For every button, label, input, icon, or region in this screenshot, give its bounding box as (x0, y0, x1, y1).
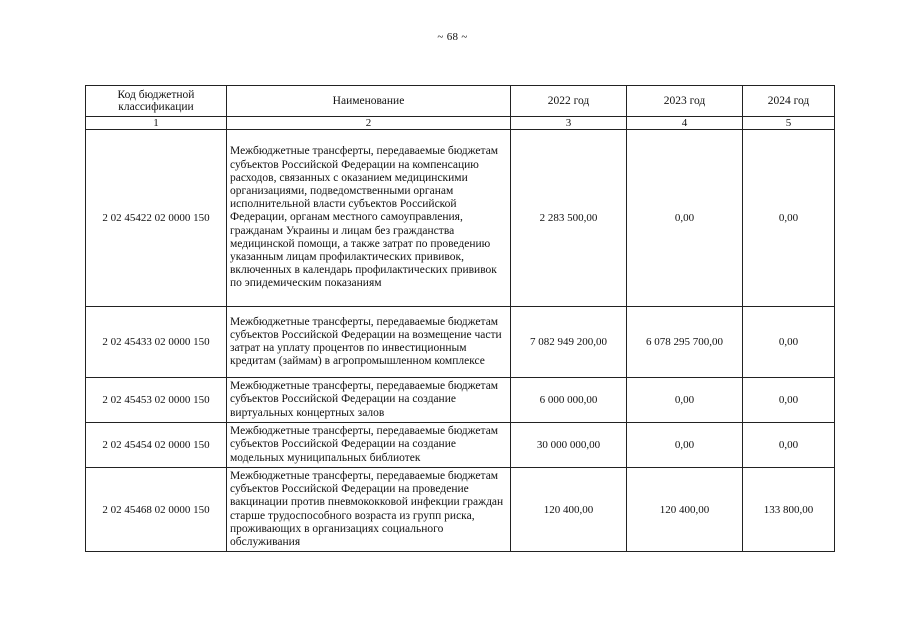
header-2022: 2022 год (511, 86, 627, 117)
table-row (86, 468, 835, 552)
amount-2022: 6 000 000,00 (511, 378, 627, 423)
transfer-name: Межбюджетные трансферты, передаваемые бюджетам субъектов Российской Федерации на создание виртуальных концертных залов (227, 378, 511, 423)
header-code: Код бюджетной классификации (86, 86, 227, 117)
amount-2022: 30 000 000,00 (511, 423, 627, 468)
amount-2024: 0,00 (743, 307, 835, 378)
transfer-name: Межбюджетные трансферты, передаваемые бюджетам субъектов Российской Федерации на проведение вакцинации против пневмококковой инфекции граждан старше трудоспособного возраста из групп риска, проживающих в организациях социального обслуживания (227, 468, 511, 552)
amount-2024: 0,00 (743, 423, 835, 468)
column-number: 2 (227, 117, 511, 130)
amount-2023: 120 400,00 (627, 468, 743, 552)
budget-code: 2 02 45433 02 0000 150 (86, 307, 227, 378)
column-number: 4 (627, 117, 743, 130)
header-2024: 2024 год (743, 86, 835, 117)
amount-2023: 0,00 (627, 378, 743, 423)
transfer-name: Межбюджетные трансферты, передаваемые бюджетам субъектов Российской Федерации на возмещение части затрат на уплату процентов по инвестиционным кредитам (займам) в агропромышленном комплексе (227, 307, 511, 378)
transfer-name: Межбюджетные трансферты, передаваемые бюджетам субъектов Российской Федерации на компенсацию расходов, связанных с оказанием медицинскими организациями, подведомственными органам исполнительной власти субъектов Российской Федерации, органам местного самоуправления, гражданам Украины и лицам без гражданства медицинской помощи, а также затрат по проведению указанным лицам профилактических прививок, включенных в календарь профилактических прививок по эпидемическим показаниям (227, 130, 511, 307)
table-row (86, 130, 835, 307)
header-2023: 2023 год (627, 86, 743, 117)
amount-2022: 7 082 949 200,00 (511, 307, 627, 378)
amount-2022: 120 400,00 (511, 468, 627, 552)
amount-2024: 0,00 (743, 130, 835, 307)
table-row (86, 378, 835, 423)
budget-table (85, 85, 835, 552)
amount-2024: 0,00 (743, 378, 835, 423)
amount-2024: 133 800,00 (743, 468, 835, 552)
budget-code: 2 02 45453 02 0000 150 (86, 378, 227, 423)
amount-2023: 0,00 (627, 423, 743, 468)
budget-code: 2 02 45422 02 0000 150 (86, 130, 227, 307)
column-number: 3 (511, 117, 627, 130)
column-number-row (86, 117, 835, 130)
budget-code: 2 02 45454 02 0000 150 (86, 423, 227, 468)
amount-2023: 0,00 (627, 130, 743, 307)
column-number: 5 (743, 117, 835, 130)
amount-2023: 6 078 295 700,00 (627, 307, 743, 378)
header-name: Наименование (227, 86, 511, 117)
budget-code: 2 02 45468 02 0000 150 (86, 468, 227, 552)
column-number: 1 (86, 117, 227, 130)
transfer-name: Межбюджетные трансферты, передаваемые бюджетам субъектов Российской Федерации на создание модельных муниципальных библиотек (227, 423, 511, 468)
table-row (86, 423, 835, 468)
page-number: ~ 68 ~ (437, 31, 468, 43)
table-row (86, 307, 835, 378)
table-header-row (86, 86, 835, 117)
amount-2022: 2 283 500,00 (511, 130, 627, 307)
